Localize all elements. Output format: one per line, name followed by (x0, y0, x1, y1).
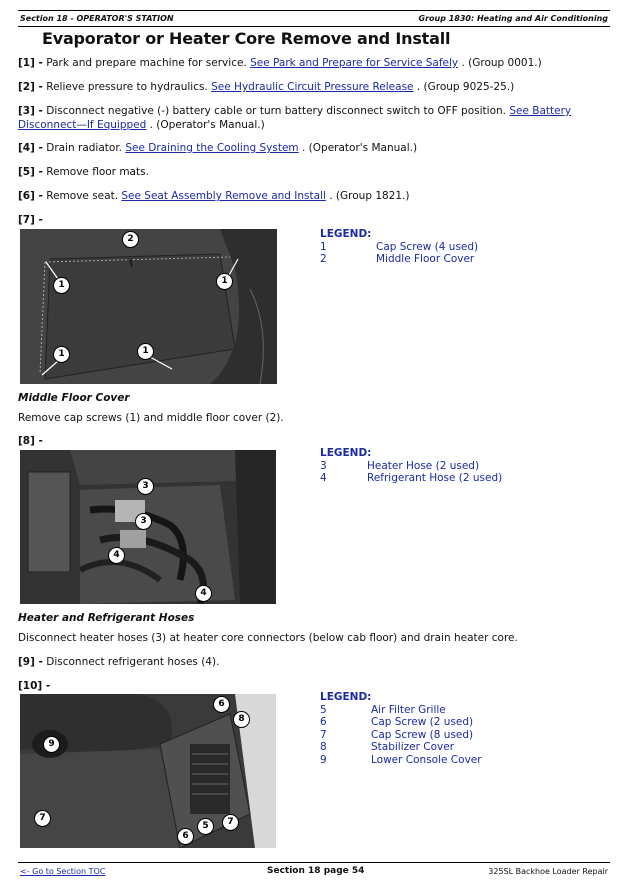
step-number: [1] - (18, 57, 43, 69)
legend-figure-2 (320, 447, 502, 485)
page-footer (20, 867, 608, 876)
step-number: [6] - (18, 190, 43, 202)
footer-rule (18, 862, 610, 863)
legend-row: 6 Cap Screw (2 used) (320, 716, 474, 728)
step-4: [4] - Drain radiator. See Draining the Cooling System . (Operator's Manual.) (18, 142, 418, 154)
callout-1: 1 (137, 343, 154, 360)
figure-middle-floor-cover (20, 229, 277, 384)
step-7 (18, 213, 603, 227)
callout-6: 6 (213, 696, 230, 713)
callout-3: 3 (135, 513, 152, 530)
legend-row: 2 Middle Floor Cover (320, 253, 475, 265)
callout-8: 8 (233, 711, 250, 728)
callout-9: 9 (43, 736, 60, 753)
legend-row: 5 Air Filter Grille (320, 703, 446, 716)
step-number: [4] - (18, 142, 43, 154)
step-5: [5] - Remove floor mats. (18, 166, 149, 178)
step-number: [8] - (18, 435, 43, 447)
step-number: [2] - (18, 81, 43, 93)
step-10 (18, 679, 603, 693)
legend-row: 9 Lower Console Cover (320, 753, 482, 766)
step-9: [9] - Disconnect refrigerant hoses (4). (18, 656, 220, 668)
step-number: [10] - (18, 680, 51, 692)
figure-1-text: Remove cap screws (1) and middle floor cover (2). (18, 412, 284, 424)
callout-1: 1 (53, 277, 70, 294)
legend-row: 4 Refrigerant Hose (2 used) (320, 472, 503, 484)
callout-1: 1 (216, 273, 233, 290)
header-group: Group 1830: Heating and Air Conditioning (418, 14, 608, 23)
legend-figure-3 (320, 691, 482, 766)
callout-4: 4 (195, 585, 212, 602)
step-3: [3] - Disconnect negative (-) battery cable or turn battery disconnect switch to OFF position. See Battery Disconnect—If Equipped . (Operator's Manual.) (18, 105, 572, 131)
link-battery-disconnect[interactable]: See Battery Disconnect—If Equipped (18, 105, 572, 131)
callout-3: 3 (137, 478, 154, 495)
step-number: [3] - (18, 105, 43, 117)
callout-2: 2 (122, 231, 139, 248)
go-to-section-toc-link[interactable]: <- Go to Section TOC (20, 867, 106, 876)
legend-row: 7 Cap Screw (8 used) (320, 728, 474, 741)
figure-console-cover (20, 694, 276, 848)
step-8 (18, 434, 603, 448)
header-top-rule (18, 10, 610, 11)
page-number: Section 18 page 54 (267, 866, 365, 876)
header-bottom-rule (18, 26, 610, 27)
header-section: Section 18 - OPERATOR'S STATION (20, 14, 174, 23)
step-1: [1] - Park and prepare machine for service. See Park and Prepare for Service Safely . (Group 0001.) (18, 57, 542, 69)
legend-figure-1 (320, 228, 478, 266)
callout-1: 1 (53, 346, 70, 363)
link-seat-assembly[interactable]: See Seat Assembly Remove and Install (121, 190, 326, 202)
figure-heater-refrigerant-hoses (20, 450, 276, 604)
step-number: [5] - (18, 166, 43, 178)
step-2: [2] - Relieve pressure to hydraulics. See Hydraulic Circuit Pressure Release . (Group 9025-25.) (18, 81, 515, 93)
step-number: [9] - (18, 656, 43, 668)
legend-row: 3 Heater Hose (2 used) (320, 459, 480, 472)
figure-caption: Middle Floor Cover (18, 392, 130, 404)
legend-row: 1 Cap Screw (4 used) (320, 240, 479, 253)
page-title: Evaporator or Heater Core Remove and Install (42, 29, 451, 48)
link-draining-cooling[interactable]: See Draining the Cooling System (125, 142, 299, 154)
legend-heading: LEGEND: (320, 228, 372, 240)
legend-heading: LEGEND: (320, 691, 372, 703)
link-hydraulic-release[interactable]: See Hydraulic Circuit Pressure Release (211, 81, 414, 93)
callout-5: 5 (197, 818, 214, 835)
manual-title: 325SL Backhoe Loader Repair (488, 867, 608, 876)
link-park-prepare[interactable]: See Park and Prepare for Service Safely (250, 57, 459, 69)
legend-heading: LEGEND: (320, 447, 372, 459)
page-header (20, 14, 608, 23)
callout-7: 7 (34, 810, 51, 827)
step-6: [6] - Remove seat. See Seat Assembly Remove and Install . (Group 1821.) (18, 190, 410, 202)
figure-caption: Heater and Refrigerant Hoses (18, 612, 195, 624)
callout-7: 7 (222, 814, 239, 831)
callout-6: 6 (177, 828, 194, 845)
figure-2-text: Disconnect heater hoses (3) at heater core connectors (below cab floor) and drain heater core. (18, 632, 518, 644)
callout-4: 4 (108, 547, 125, 564)
legend-row: 8 Stabilizer Cover (320, 741, 455, 753)
step-number: [7] - (18, 214, 43, 226)
